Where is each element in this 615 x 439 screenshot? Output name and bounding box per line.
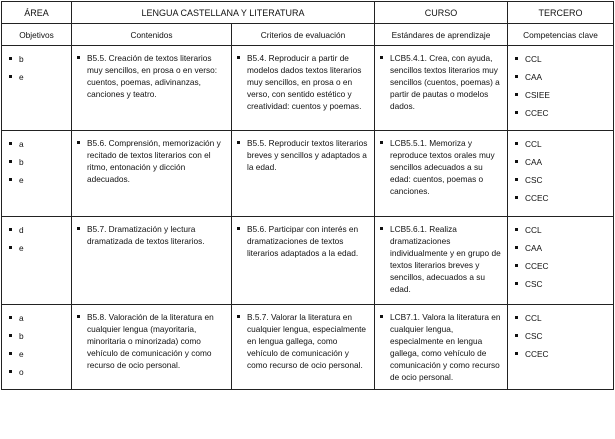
contenidos-cell: [72, 305, 232, 390]
contenidos-cell: [72, 131, 232, 217]
criterio-text: B.5.7. Valorar la literatura en cualquier lengua, especialmente en lengua gallega, como vehículo de comunicación y como recurso de ocio personal.: [232, 305, 374, 371]
col-header-competencias: Competencias clave: [508, 24, 614, 46]
objetivos-cell: [2, 46, 72, 131]
subject-header: LENGUA CASTELLANA Y LITERATURA: [72, 2, 375, 24]
competencias-list: [508, 46, 613, 122]
competencia-item: CCEC: [515, 345, 613, 363]
competencia-item: CAA: [515, 153, 613, 171]
competencias-list: [508, 217, 613, 293]
objetivo-item: e: [9, 239, 71, 257]
criterio-text: B5.4. Reproducir a partir de modelos dados textos literarios muy sencillos, en prosa o en verso, con sentido estético y creatividad: cuentos y poemas.: [232, 46, 374, 112]
objetivo-item: e: [9, 68, 71, 86]
objetivo-item: e: [9, 171, 71, 189]
estandar-text: LCB7.1. Valora la literatura en cualquier lengua, especialmente en lengua gallega, como vehículo de comunicación y como recurso de ocio personal.: [375, 305, 507, 383]
competencia-item: CCL: [515, 50, 613, 68]
curriculum-table: [1, 1, 614, 390]
objetivos-cell: [2, 305, 72, 390]
course-value-header: TERCERO: [508, 2, 614, 24]
estandar-text: LCB5.5.1. Memoriza y reproduce textos orales muy sencillos adecuados a su edad: cuentos, poemas o canciones.: [375, 131, 507, 197]
contenido-text: B5.8. Valoración de la literatura en cualquier lengua (mayoritaria, minoritaria o minorizada) como vehículo de comunicación y como recurso de ocio personal.: [72, 305, 231, 371]
objetivos-list: [2, 46, 71, 86]
table-row: [2, 46, 614, 131]
competencias-list: [508, 305, 613, 363]
objetivo-item: e: [9, 345, 71, 363]
estandares-cell: [375, 305, 508, 390]
criterios-cell: [232, 131, 375, 217]
competencias-cell: [508, 305, 614, 390]
estandar-text: LCB5.6.1. Realiza dramatizaciones individualmente y en grupo de textos literarios breves y sencillos, adecuados a su edad.: [375, 217, 507, 295]
criterios-cell: [232, 46, 375, 131]
criterios-cell: [232, 305, 375, 390]
estandares-cell: [375, 131, 508, 217]
objetivo-item: d: [9, 221, 71, 239]
objetivo-item: o: [9, 363, 71, 381]
table-row: [2, 217, 614, 305]
competencia-item: CSC: [515, 275, 613, 293]
objetivos-list: [2, 305, 71, 381]
competencias-cell: [508, 46, 614, 131]
col-header-criterios: Criterios de evaluación: [232, 24, 375, 46]
competencia-item: CCEC: [515, 189, 613, 207]
col-header-objetivos: Objetivos: [2, 24, 72, 46]
objetivo-item: b: [9, 50, 71, 68]
competencia-item: CCEC: [515, 104, 613, 122]
contenido-text: B5.5. Creación de textos literarios muy sencillos, en prosa o en verso: cuentos, poemas, adivinanzas, canciones y teatro.: [72, 46, 231, 100]
competencias-list: [508, 131, 613, 207]
competencia-item: CSIEE: [515, 86, 613, 104]
competencia-item: CSC: [515, 171, 613, 189]
area-header: ÁREA: [2, 2, 72, 24]
objetivo-item: b: [9, 153, 71, 171]
estandares-cell: [375, 217, 508, 305]
objetivos-list: [2, 131, 71, 189]
objetivos-cell: [2, 217, 72, 305]
objetivo-item: a: [9, 135, 71, 153]
competencias-cell: [508, 131, 614, 217]
competencia-item: CAA: [515, 68, 613, 86]
competencia-item: CCL: [515, 135, 613, 153]
estandares-cell: [375, 46, 508, 131]
objetivo-item: b: [9, 327, 71, 345]
course-label-header: CURSO: [375, 2, 508, 24]
competencia-item: CCL: [515, 221, 613, 239]
competencia-item: CCL: [515, 309, 613, 327]
header-row-columns: [2, 24, 614, 46]
contenido-text: B5.7. Dramatización y lectura dramatizada de textos literarios.: [72, 217, 231, 247]
objetivo-item: a: [9, 309, 71, 327]
competencia-item: CSC: [515, 327, 613, 345]
col-header-contenidos: Contenidos: [72, 24, 232, 46]
table-row: [2, 305, 614, 390]
contenidos-cell: [72, 217, 232, 305]
criterio-text: B5.6. Participar con interés en dramatizaciones de textos literarios adaptados a la edad.: [232, 217, 374, 259]
estandar-text: LCB5.4.1. Crea, con ayuda, sencillos textos literarios muy sencillos (cuentos, poemas) a partir de pautas o modelos dados.: [375, 46, 507, 112]
objetivos-list: [2, 217, 71, 257]
contenidos-cell: [72, 46, 232, 131]
criterio-text: B5.5. Reproducir textos literarios breves y sencillos y adaptados a la edad.: [232, 131, 374, 173]
competencia-item: CAA: [515, 239, 613, 257]
competencias-cell: [508, 217, 614, 305]
criterios-cell: [232, 217, 375, 305]
competencia-item: CCEC: [515, 257, 613, 275]
col-header-estandares: Estándares de aprendizaje: [375, 24, 508, 46]
objetivos-cell: [2, 131, 72, 217]
contenido-text: B5.6. Comprensión, memorización y recitado de textos literarios con el ritmo, entonación y dicción adecuados.: [72, 131, 231, 185]
table-row: [2, 131, 614, 217]
header-row-top: [2, 2, 614, 24]
